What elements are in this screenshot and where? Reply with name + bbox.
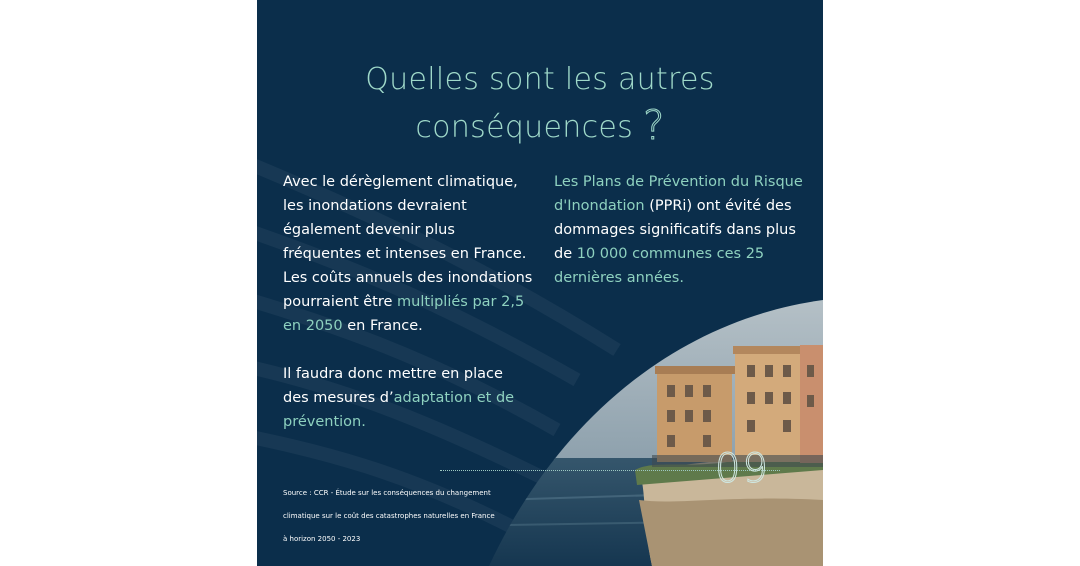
- paragraph-costs: [283, 170, 533, 338]
- page-title: [257, 56, 823, 151]
- source-line: à horizon 2050 - 2023: [283, 535, 361, 543]
- highlight-multiplier: multipliés par 2,5 en 2050: [283, 294, 525, 334]
- paragraph-end: en France.: [342, 318, 423, 334]
- page-number: 09: [715, 446, 770, 492]
- paragraph-text: (PPRi) ont évité des dommages significatifs dans plus de: [554, 198, 796, 262]
- left-text-column: [283, 170, 533, 434]
- highlight-communes: 10 000 communes ces 25 dernières années.: [554, 246, 765, 286]
- highlight-ppri: Les Plans de Prévention du Risque d'Inondation: [554, 174, 803, 214]
- source-note: [283, 482, 513, 551]
- title-word: conséquences: [415, 110, 634, 145]
- slide-panel: [257, 0, 823, 566]
- paragraph-text: Avec le dérèglement climatique, les inondations devraient également devenir plus fréquentes et intenses en France. Les coûts annuels des inondations pourraient être: [283, 174, 533, 310]
- source-line: climatique sur le coût des catastrophes naturelles en France: [283, 512, 495, 520]
- paragraph-text: Il faudra donc mettre en place des mesures d’: [283, 366, 503, 406]
- question-mark-icon: ?: [643, 103, 665, 149]
- source-line: Source : CCR - Étude sur les conséquences du changement: [283, 489, 491, 497]
- highlight-adaptation: adaptation et de prévention.: [283, 390, 515, 430]
- title-line-1: Quelles sont les autres: [365, 62, 715, 97]
- title-line-2: [257, 103, 823, 151]
- right-text-column: [554, 170, 804, 290]
- paragraph-adaptation: [283, 362, 533, 434]
